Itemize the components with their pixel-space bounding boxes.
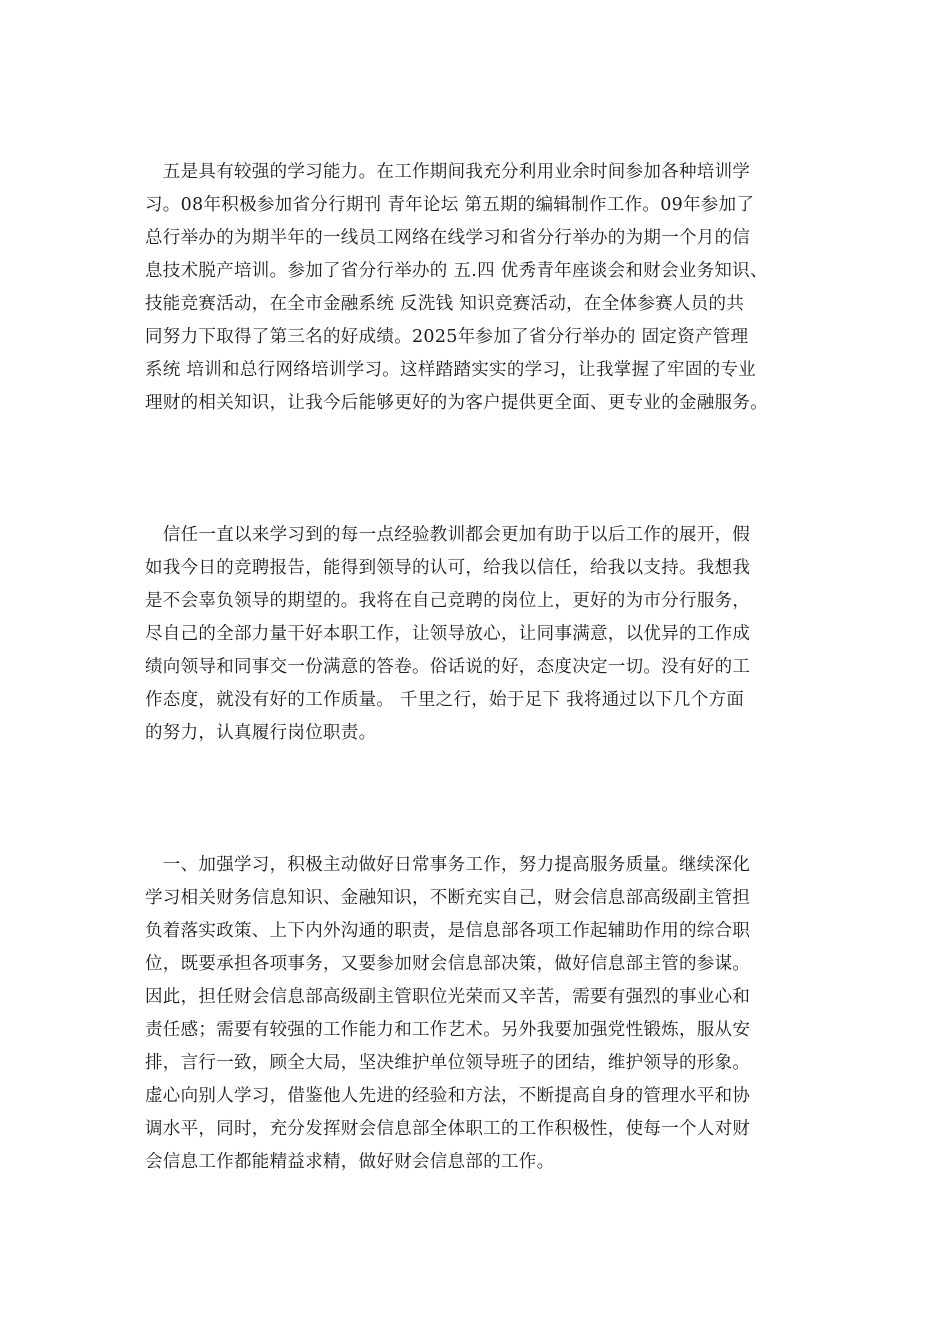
text-line: 责任感；需要有较强的工作能力和工作艺术。另外我要加强党性锻炼，服从安 [145, 1020, 751, 1040]
text-line: 负着落实政策、上下内外沟通的职责，是信息部各项工作起辅助作用的综合职 [145, 921, 751, 941]
paragraph-strengthen-learning [145, 849, 825, 1179]
text-line: 息技术脱产培训。参加了省分行举办的 五.四 优秀青年座谈会和财会业务知识、 [145, 261, 768, 281]
text-line: 如我今日的竞聘报告，能得到领导的认可，给我以信任，给我以支持。我想我 [145, 558, 751, 578]
text-line: 位，既要承担各项事务，又要参加财会信息部决策，做好信息部主管的参谋。 [145, 954, 751, 974]
text-line: 信任一直以来学习到的每一点经验教训都会更加有助于以后工作的展开，假 [145, 525, 751, 545]
text-line: 因此，担任财会信息部高级副主管职位光荣而又辛苦，需要有强烈的事业心和 [145, 987, 751, 1007]
text-line: 系统 培训和总行网络培训学习。这样踏踏实实的学习，让我掌握了牢固的专业 [145, 360, 757, 380]
paragraph-learning-ability [145, 156, 825, 420]
text-line: 习。08年积极参加省分行期刊 青年论坛 第五期的编辑制作工作。09年参加了 [145, 195, 755, 215]
text-line: 技能竞赛活动，在全市金融系统 反洗钱 知识竞赛活动，在全体参赛人员的共 [145, 294, 745, 314]
text-line: 尽自己的全部力量干好本职工作，让领导放心，让同事满意，以优异的工作成 [145, 624, 751, 644]
paragraph-trust [145, 519, 825, 750]
text-line: 排，言行一致，顾全大局，坚决维护单位领导班子的团结，维护领导的形象。 [145, 1053, 751, 1073]
text-line: 总行举办的为期半年的一线员工网络在线学习和省分行举办的为期一个月的信 [145, 228, 751, 248]
text-line: 一、加强学习，积极主动做好日常事务工作，努力提高服务质量。继续深化 [145, 855, 751, 875]
text-line: 会信息工作都能精益求精，做好财会信息部的工作。 [145, 1152, 555, 1172]
text-line: 绩向领导和同事交一份满意的答卷。俗话说的好，态度决定一切。没有好的工 [145, 657, 751, 677]
text-line: 五是具有较强的学习能力。在工作期间我充分利用业余时间参加各种培训学 [145, 162, 751, 182]
text-line: 虚心向别人学习，借鉴他人先进的经验和方法，不断提高自身的管理水平和协 [145, 1086, 751, 1106]
text-line: 学习相关财务信息知识、金融知识，不断充实自己，财会信息部高级副主管担 [145, 888, 751, 908]
text-line: 调水平，同时，充分发挥财会信息部全体职工的工作积极性，使每一个人对财 [145, 1119, 751, 1139]
text-line: 的努力，认真履行岗位职责。 [145, 723, 377, 743]
text-line: 作态度，就没有好的工作质量。 千里之行，始于足下 我将通过以下几个方面 [145, 690, 745, 710]
text-line: 理财的相关知识，让我今后能够更好的为客户提供更全面、更专业的金融服务。 [145, 393, 768, 413]
text-line: 同努力下取得了第三名的好成绩。2025年参加了省分行举办的 固定资产管理 [145, 327, 749, 347]
text-line: 是不会辜负领导的期望的。我将在自己竞聘的岗位上，更好的为市分行服务， [145, 591, 751, 611]
